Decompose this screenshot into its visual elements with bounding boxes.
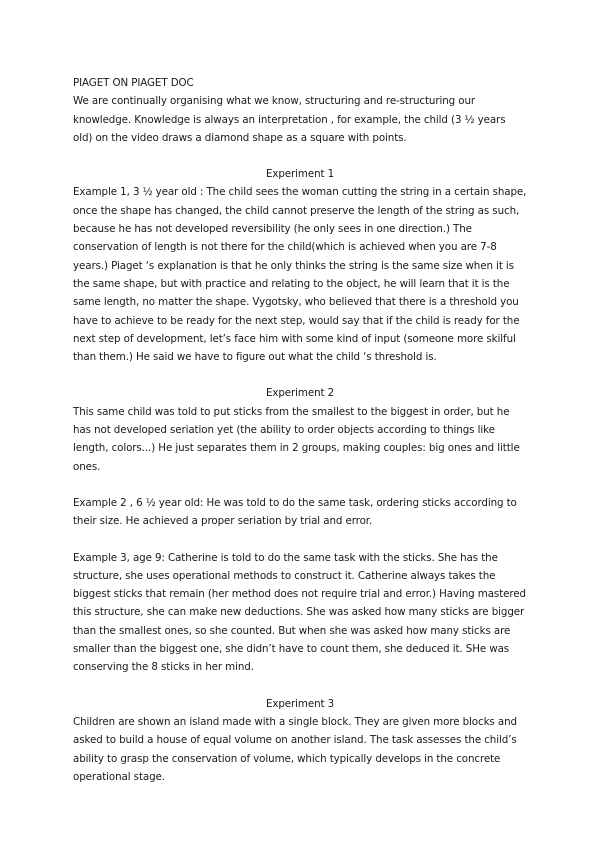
spacer bbox=[73, 677, 527, 695]
experiment-1-example-1: Example 1, 3 ½ year old : The child sees the woman cutting the string in a certain shape, once the shape has changed, the child cannot preserve the length of the string as such, because he has not developed reversibility (he only sees in one direction.) The conservation of length is not there for the child(which is achieved when you are 7-8 years.) Piaget ‘s explanation is that he only thinks the string is the same size when it is the same shape, but with practice and relating to the object, he will learn that it is the same length, no matter the shape. Vygotsky, who believed that there is a threshold you have to achieve to be ready for the next step, would say that if the child is ready for the next step of development, let’s face him with some kind of input (someone more skilful than them.) He said we have to figure out what the child ‘s threshold is. bbox=[73, 186, 527, 364]
spacer bbox=[73, 531, 527, 549]
intro-paragraph: We are continually organising what we know, structuring and re-structuring our knowledge. Knowledge is always an interpretation , for example, the child (3 ½ years old) on the video draws a diamond shape as a square with points. bbox=[73, 95, 506, 144]
experiment-3-body: Children are shown an island made with a single block. They are given more blocks and asked to build a house of equal volume on another island. The task assesses the child’s ability to grasp the conservation of volume, which typically develops in the concrete operational stage. bbox=[73, 715, 517, 783]
spacer bbox=[73, 147, 527, 165]
document-title: PIAGET ON PIAGET DOC bbox=[73, 77, 194, 89]
experiment-2-example-2: Example 2 , 6 ½ year old: He was told to do the same task, ordering sticks according to their size. He achieved a proper seriation by trial and error. bbox=[73, 496, 517, 528]
spacer bbox=[73, 476, 527, 494]
spacer bbox=[73, 366, 527, 384]
document-page bbox=[73, 74, 527, 786]
experiment-3-heading: Experiment 3 bbox=[265, 697, 335, 710]
experiment-1-heading: Experiment 1 bbox=[265, 168, 335, 181]
experiment-2-intro: This same child was told to put sticks from the smallest to the biggest in order, but he has not developed seriation yet (the ability to order objects according to things like length, colors...) He just separates them in 2 groups, making couples: big ones and little ones. bbox=[73, 405, 520, 473]
experiment-2-example-3: Example 3, age 9: Catherine is told to do the same task with the sticks. She has the structure, she uses operational methods to construct it. Catherine always takes the biggest sticks that remain (her method does not require trial and error.) Having mastered this structure, she can make new deductions. She was asked how many sticks are bigger than the smallest ones, so she counted. But when she was asked how many sticks are smaller than the biggest one, she didn’t have to count them, she deduced it. SHe was conserving the 8 sticks in her mind. bbox=[73, 551, 526, 674]
experiment-2-heading: Experiment 2 bbox=[265, 387, 335, 400]
